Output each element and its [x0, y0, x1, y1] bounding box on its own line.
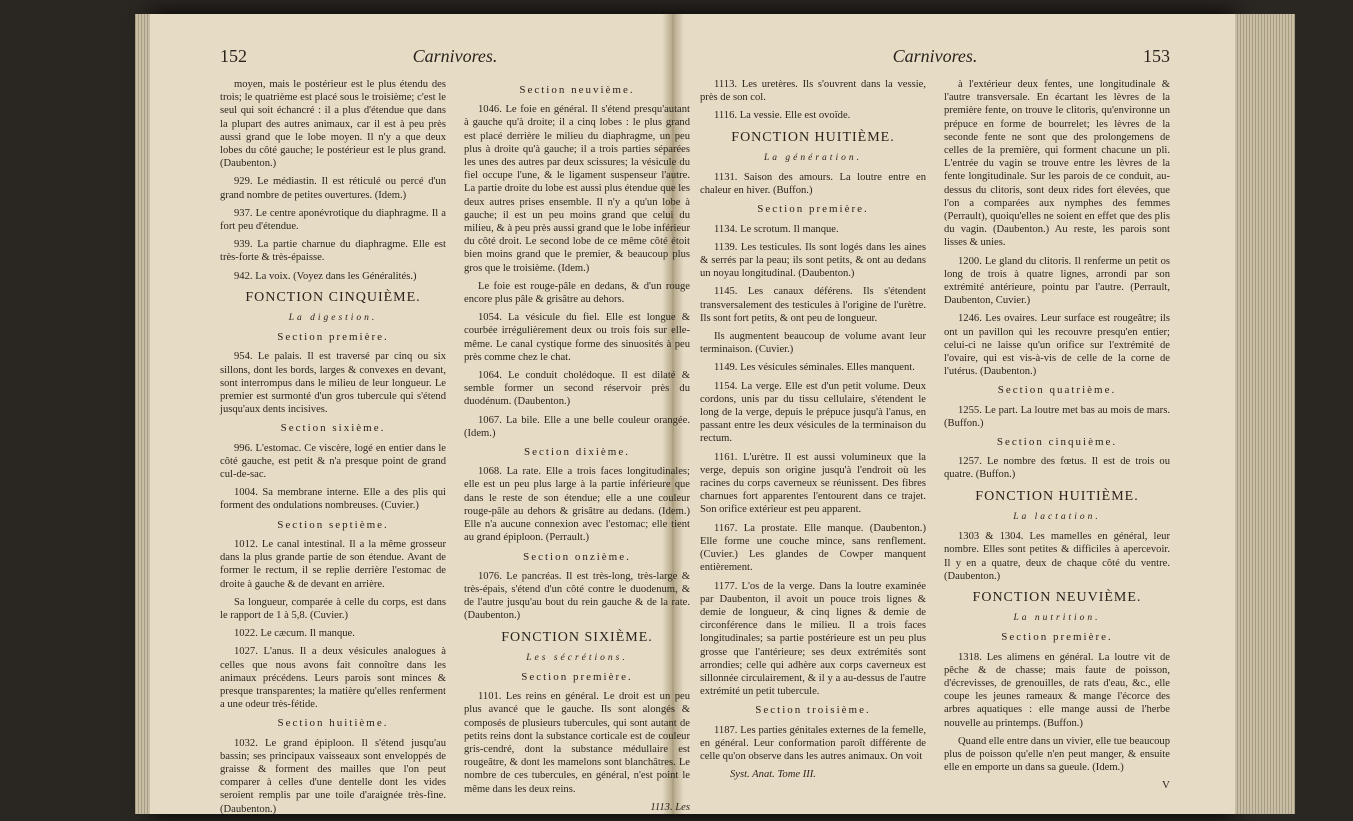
left-page [220, 40, 690, 815]
paragraph: à l'extérieur deux fentes, une longitudinale & l'autre transversale. En écartant les lèvres de la première fente, on trouve le clitoris, qu'environne un prépuce en forme de bourrelet; les lèvres de la seconde fente ne sont que des prolongemens de celles de la première, qui forment chacune un pli. L'entrée du vagin se trouve entre les lèvres de la fente longitudinale. Sur les parois de ce conduit, au-dessus du clitoris, sont deux rides fort élevées, que l'on a comparées aux nymphes des femmes (Perrault), quoiqu'elles ne soient en effet que des plis du vagin. (Daubenton.) Au reste, les parois sont lisses & unies. [944, 79, 1170, 249]
paragraph: 1131. Saison des amours. La loutre entre en chaleur en hiver. (Buffon.) [700, 172, 926, 197]
paragraph: 1200. Le gland du clitoris. Il renferme un petit os long de trois à quatre lignes, arrondi par son extrémité antérieure, pointu par l'autre. (Perrault, Daubenton, Cuvier.) [944, 255, 1170, 307]
subject-heading: Les sécrétions. [526, 652, 628, 663]
paragraph: 1154. La verge. Elle est d'un petit volume. Deux cordons, unis par du tissu cellulaire, s'étendent le long de la verge, depuis le prépuce jusqu'à l'anus, en passant entre les deux vésicules de la terminaison du rectum. [700, 380, 926, 445]
running-head [220, 46, 690, 72]
catchword: 1113. Les [650, 801, 690, 813]
paragraph: moyen, mais le postérieur est le plus étendu des trois; le quatrième est placé sous le troisième; c'est le seul qui soit échancré : il a plus d'étendue que dans la plupart des autres animaux, car il est à peu près aussi grand que le lobe moyen. Il n'y a que deux lobes du côté gauche; le postérieur est le plus grand. (Daubenton.) [220, 79, 446, 170]
section-heading: Section première. [757, 203, 869, 216]
section-heading: Section sixième. [280, 422, 386, 435]
section-heading: Section troisième. [755, 704, 871, 717]
text-column-left [220, 78, 446, 821]
running-title: Carnivores. [412, 46, 498, 66]
paragraph: 1076. Le pancréas. Il est très-long, très-large & très-épais, s'étend d'un côté contre le duodenum, & de l'autre jusqu'au bout du rein gauche & de la rate. (Daubenton.) [464, 570, 690, 622]
paragraph: 1054. La vésicule du fiel. Elle est longue & courbée irrégulièrement deux ou trois fois sur elle-même. Le canal cystique forme des sinuosités à peu près comme chez le chat. [464, 312, 690, 363]
section-heading: Section première. [1001, 631, 1113, 644]
paragraph: 1167. La prostate. Elle manque. (Daubenton.) Elle forme une couche mince, sans renflement. (Cuvier.) Les glandes de Cowper manquent entièrement. [700, 522, 926, 574]
paragraph: 1177. L'os de la verge. Dans la loutre examinée par Daubenton, il avoit un pouce trois lignes & demie de longueur, & cinq lignes & demie de circonférence dans le milieu. Il a trois faces longitudinales; sa partie postérieure est un peu plus grosse que l'antérieure; ses deux extrémités sont arrondies; celle qui adhère aux corps caverneux est sillonnée circulairement, & il y a au-dessus de l'autre extrémité un petit tubercule. [700, 580, 926, 698]
paragraph: Sa longueur, comparée à celle du corps, est dans le rapport de 1 à 5,8. (Cuvier.) [220, 596, 446, 621]
paragraph: 939. La partie charnue du diaphragme. Elle est très-forte & très-épaisse. [220, 239, 446, 264]
section-heading: Section septième. [277, 518, 389, 531]
paragraph: 1149. Les vésicules séminales. Elles manquent. [714, 362, 915, 374]
signature-mark: V [1162, 779, 1170, 792]
paragraph: 1046. Le foie en général. Il s'étend presqu'autant à gauche qu'à droite; il a cinq lobes : le plus grand est placé derrière le milieu du diaphragme, un peu plus à droite qu'à gauche; il a trois parties séparées les unes des autres par deux scissures; la vésicule du fiel occupe l'une, & le ligament suspenseur l'autre. La partie droite du lobe est aussi plus étendue que les deux autres prises ensemble. Il n'y a qu'un lobe à gauche; il est un peu moins grand que celui du milieu, & à peu près aussi grand que le lobe inférieur du côté droit. Le second lobe de ce même côté étoit bien moins grand que le premier, & beaucoup plus gros que le troisième. (Idem.) [464, 104, 690, 274]
paragraph: 1303 & 1304. Les mamelles en général, leur nombre. Elles sont petites & difficiles à apercevoir. Il y en a quatre, deux de chaque côté du ventre. (Daubenton.) [944, 531, 1170, 582]
page-number: 152 [220, 46, 247, 66]
paragraph: 1101. Les reins en général. Le droit est un peu plus avancé que le gauche. Ils sont alongés & composés de plusieurs tubercules, qui sont autant de petits reins dont la substance corticale est de couleur gris-cendré, dont la substance médullaire est rougeâtre, & dont les mamelons sont blanchâtres. Le nombre de ces tubercules, en général, n'est point le même dans les deux reins. [464, 691, 690, 795]
page-edges-right [1235, 14, 1295, 814]
paragraph: 1116. La vessie. Elle est ovoïde. [714, 110, 851, 122]
paragraph: 1012. Le canal intestinal. Il a la même grosseur dans la plus grande partie de son étendue. Avant de former le rectum, il se replie derrière l'estomac de droite à gauche & de devant en arrière. [220, 538, 446, 590]
running-head [700, 46, 1170, 72]
section-heading: Section première. [521, 670, 633, 683]
paragraph: 1068. La rate. Elle a trois faces longitudinales; elle est un peu plus large à la partie inférieure que dans le reste de son étendue; elle a une couleur rouge-pâle au dehors & grisâtre au dedans. (Idem.) Elle n'a aucune connexion avec l'estomac; elle tient au grand épiploon. (Perrault.) [464, 466, 690, 544]
open-book [150, 14, 1235, 814]
right-page [700, 40, 1170, 800]
paragraph: 1067. La bile. Elle a une belle couleur orangée. (Idem.) [464, 414, 690, 439]
function-heading: FONCTION NEUVIÈME. [972, 589, 1142, 605]
text-column-right [944, 78, 1170, 792]
paragraph: 1257. Le nombre des fœtus. Il est de trois ou quatre. (Buffon.) [944, 456, 1170, 481]
function-heading: FONCTION SIXIÈME. [501, 629, 653, 645]
function-heading: FONCTION HUITIÈME. [731, 129, 895, 145]
section-heading: Section neuvième. [519, 84, 635, 96]
paragraph: 1246. Les ovaires. Leur surface est rougeâtre; ils ont un pavillon qui les recouvre presqu'en entier; celui-ci ne laisse qu'un orifice sur l'extrémité de l'ovaire, qui est vis-à-vis de celle de la corne de l'utérus. (Daubenton.) [944, 313, 1170, 378]
paragraph: 1032. Le grand épiploon. Il s'étend jusqu'au bassin; ses principaux vaisseaux sont enveloppés de graisse & forment des mailles que l'on peut comparer à celles d'une dentelle dont les vides seroient remplis par une toile d'araignée très-fine. (Daubenton.) [220, 737, 446, 815]
paragraph: Le foie est rouge-pâle en dedans, & d'un rouge encore plus pâle & grisâtre au dehors. [464, 280, 690, 306]
paragraph: 929. Le médiastin. Il est réticulé ou percé d'un grand nombre de petites ouvertures. (Idem.) [220, 176, 446, 201]
subject-heading: La nutrition. [1013, 613, 1101, 624]
paragraph: 954. Le palais. Il est traversé par cinq ou six sillons, dont les bords, larges & convexes en devant, sont interrompus dans le milieu de leur longueur. Le premier est surmonté d'un gros tubercule qui s'étend jusqu'aux dents incisives. [220, 351, 446, 416]
function-heading: FONCTION HUITIÈME. [975, 488, 1139, 504]
subject-heading: La génération. [764, 152, 862, 163]
paragraph: 1255. Le part. La loutre met bas au mois de mars. (Buffon.) [944, 404, 1170, 429]
function-heading: FONCTION CINQUIÈME. [245, 289, 421, 305]
section-heading: Section première. [277, 331, 389, 344]
section-heading: Section onzième. [523, 550, 631, 563]
paragraph: 1139. Les testicules. Ils sont logés dans les aines & serrés par la peau; ils sont petits, & ont au dedans un noyau longitudinal. (Daubenton.) [700, 241, 926, 280]
paragraph: Ils augmentent beaucoup de volume avant leur terminaison. (Cuvier.) [700, 331, 926, 356]
paragraph: 1134. Le scrotum. Il manque. [714, 223, 839, 235]
paragraph: 1004. Sa membrane interne. Elle a des plis qui forment des ondulations nombreuses. (Cuvier.) [220, 487, 446, 512]
paragraph: 1187. Les parties génitales externes de la femelle, en général. Leur conformation paroît différente de celle qu'on observe dans les autres animaux. On voit [700, 724, 926, 762]
section-heading: Section cinquième. [996, 436, 1118, 449]
paragraph: 937. Le centre aponévrotique du diaphragme. Il a fort peu d'étendue. [220, 207, 446, 233]
section-heading: Section quatrième. [997, 384, 1117, 397]
subject-heading: La lactation. [1013, 511, 1101, 522]
paragraph: 1318. Les alimens en général. La loutre vit de pêche & de chasse; mais faute de poisson, d'écrevisses, de grenouilles, de rats d'eau, &c., elle coupe les jeunes rameaux & mange l'écorce des arbres aquatiques : elle mange aussi de l'herbe nouvelle au printemps. (Buffon.) [944, 651, 1170, 729]
paragraph: 996. L'estomac. Ce viscère, logé en entier dans le côté gauche, est petit & n'a presque point de grand cul-de-sac. [220, 442, 446, 481]
paragraph: 1145. Les canaux déférens. Ils s'étendent transversalement des testicules à l'origine de l'urètre. Ils sont fort petits, & ont peu de longueur. [700, 286, 926, 324]
text-column-left [700, 78, 926, 781]
page-number: 153 [1143, 46, 1170, 66]
subject-heading: La digestion. [288, 313, 378, 324]
section-heading: Section huitième. [277, 717, 389, 730]
paragraph: 1022. Le cæcum. Il manque. [234, 628, 355, 640]
paragraph: 1027. L'anus. Il a deux vésicules analogues à celles que nous avons fait connoître dans les animaux précédens. Leurs parois sont minces & presque transparentes; la matière qu'elles renferment a une odeur très-fétide. [220, 646, 446, 711]
paragraph: 1161. L'urètre. Il est aussi volumineux que la verge, depuis son origine jusqu'à l'endroit où les racines du corps caverneux se réunissent. Des fibres charnues fort apparentes l'entourent dans ce trajet. Son orifice extérieur est peu apparent. [700, 451, 926, 516]
paragraph: 942. La voix. (Voyez dans les Généralités.) [234, 270, 417, 282]
paragraph: 1064. Le conduit cholédoque. Il est dilaté & semble former un second réservoir près du duodénum. (Daubenton.) [464, 370, 690, 408]
running-title: Carnivores. [892, 46, 978, 66]
paragraph: Quand elle entre dans un vivier, elle tue beaucoup plus de poisson qu'elle n'en peut manger, & ensuite elle en emporte un dans sa gueule. (Idem.) [944, 735, 1170, 774]
footer-signature: Syst. Anat. Tome III. [730, 769, 816, 781]
paragraph: 1113. Les uretères. Ils s'ouvrent dans la vessie, près de son col. [700, 79, 926, 104]
page-edges-left [135, 14, 150, 814]
text-column-right [464, 78, 690, 814]
section-heading: Section dixième. [524, 446, 630, 459]
